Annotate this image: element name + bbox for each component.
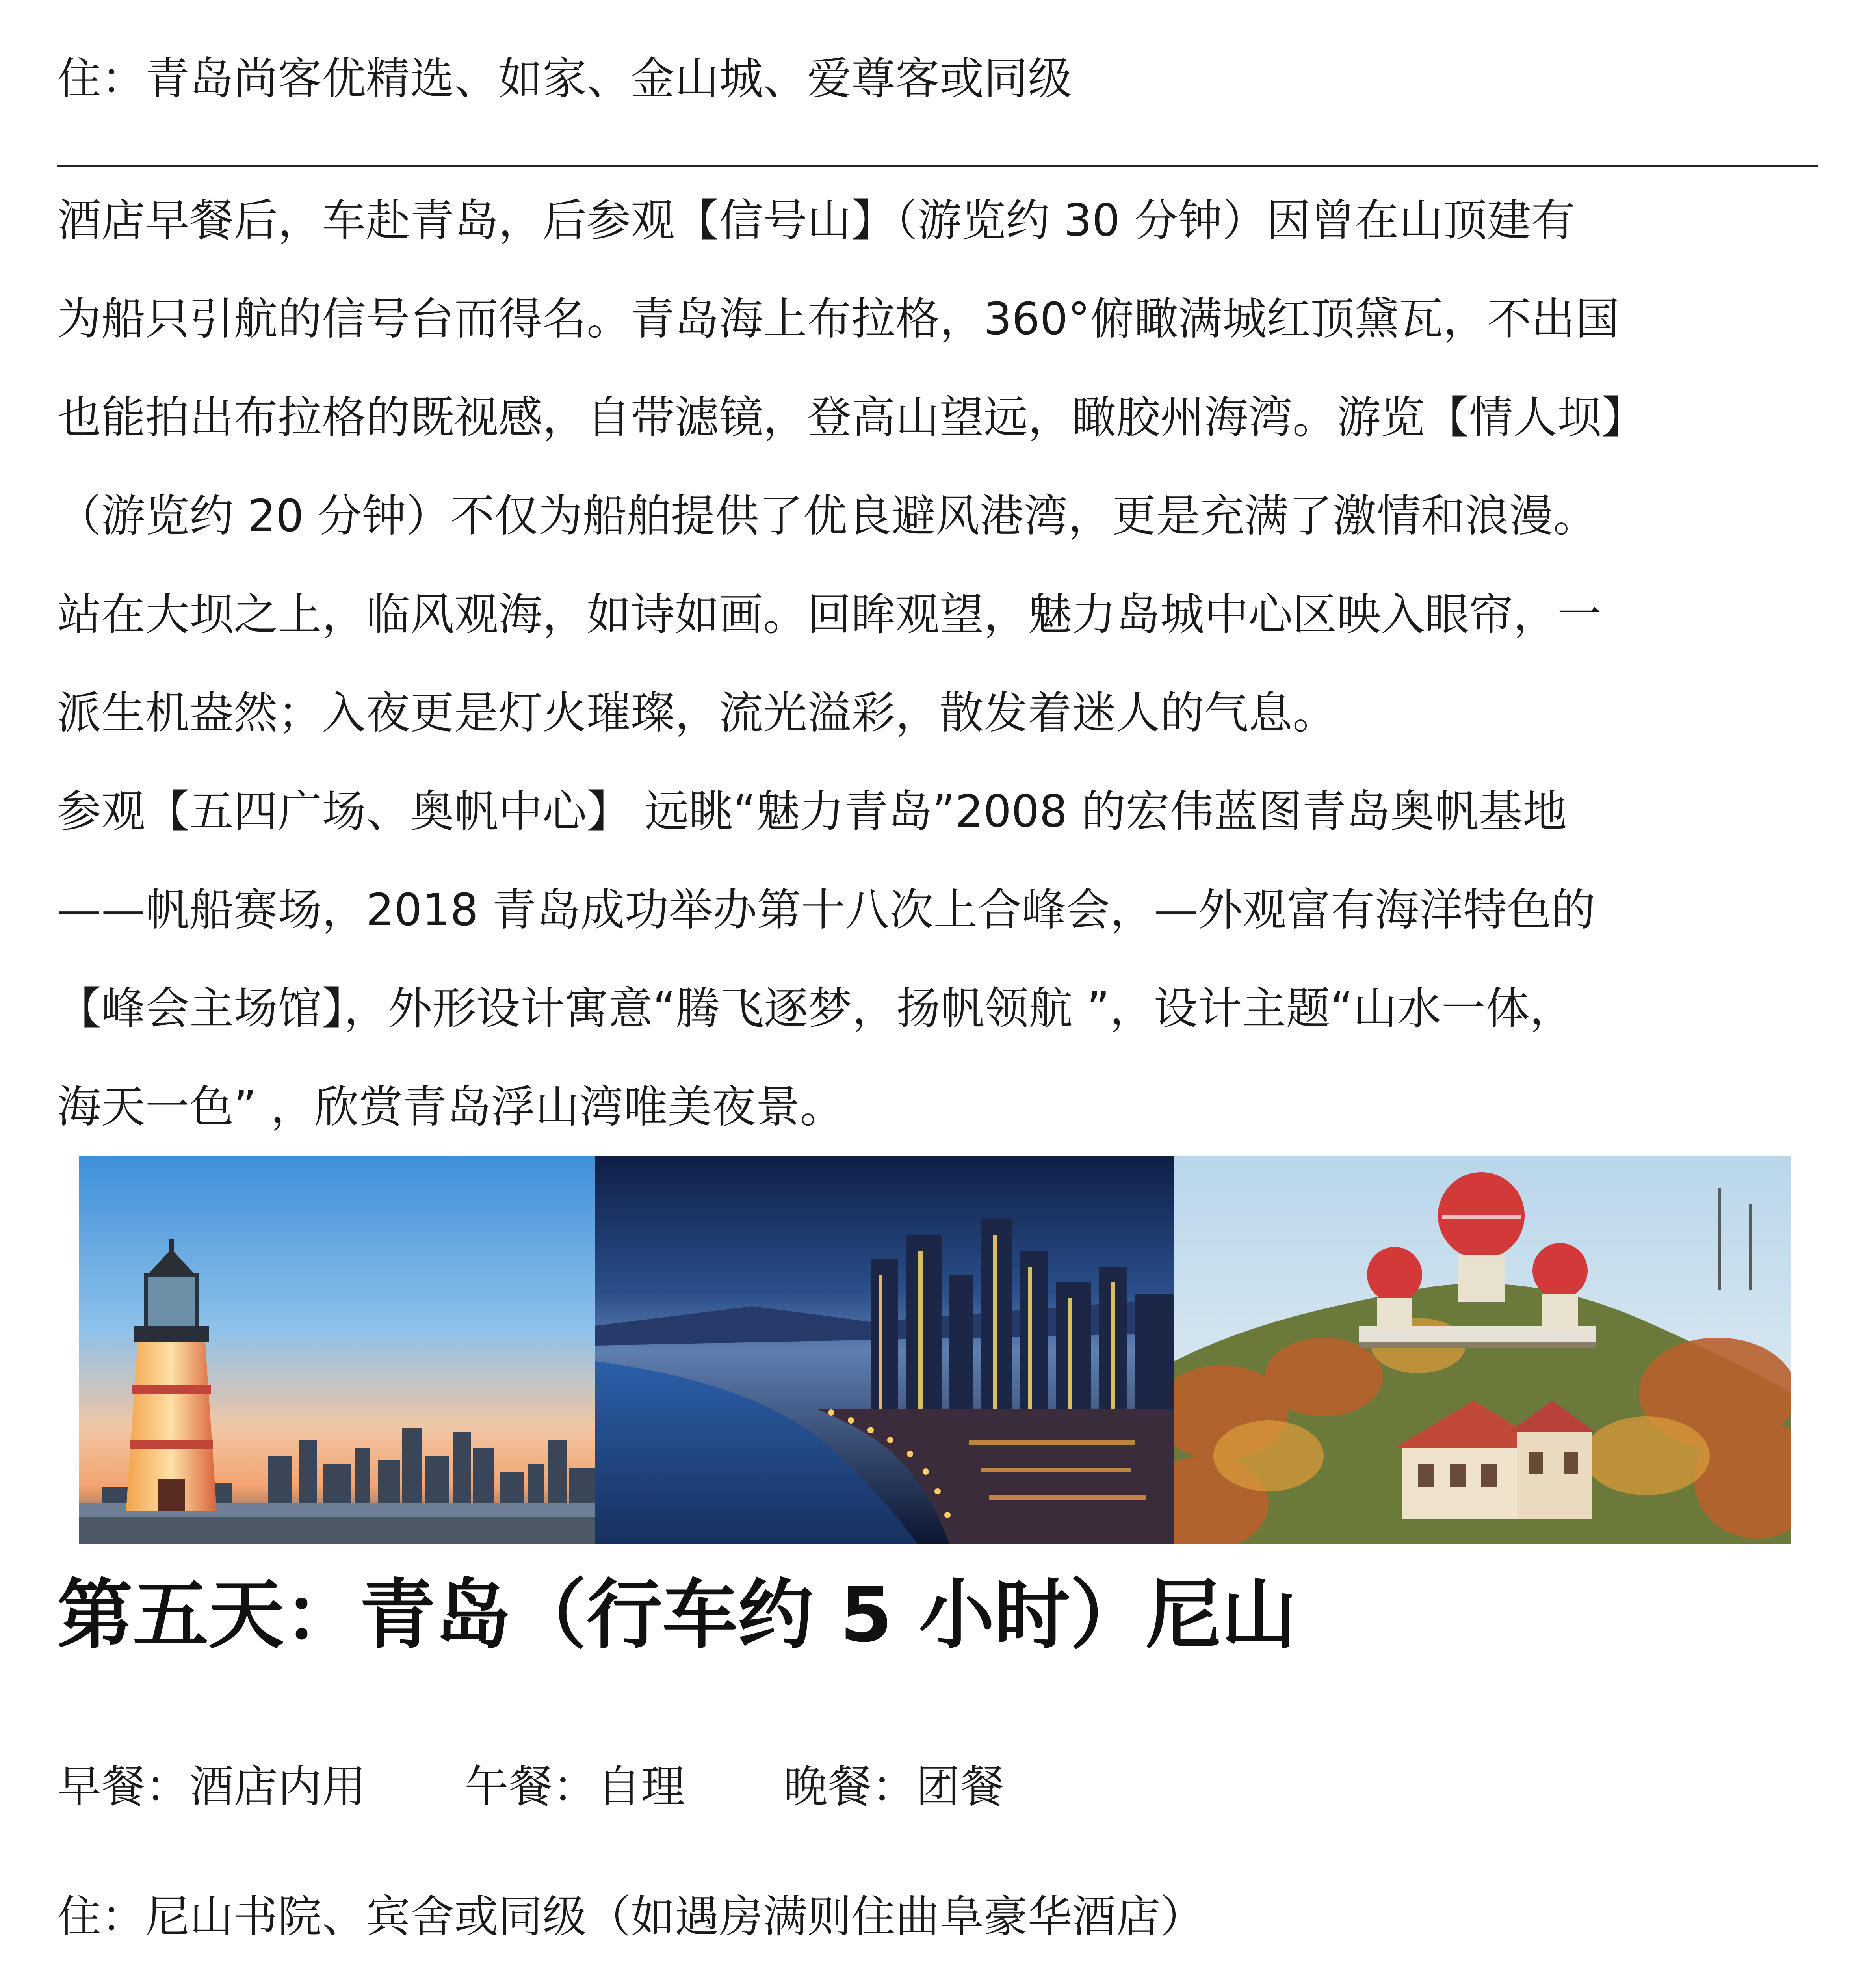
lunch-label: 午餐：自理 — [464, 1761, 685, 1812]
text-line: 海天一色” ，欣赏青岛浮山湾唯美夜景。 — [57, 1082, 844, 1133]
meals-line — [57, 1757, 1004, 1816]
text-line: 也能拍出布拉格的既视感，自带滤镜，登高山望远，瞰胶州海湾。游览【情人坝】 — [57, 392, 1646, 443]
text-line: ——帆船赛场，2018 青岛成功举办第十八次上合峰会，—外观富有海洋特色的 — [57, 885, 1596, 936]
text-line: 酒店早餐后，车赴青岛，后参观【信号山】（游览约 30 分钟）因曾在山顶建有 — [57, 195, 1575, 246]
night-skyline-photo — [595, 1156, 1174, 1544]
hotel-line-day4: 住：青岛尚客优精选、如家、金山城、爱尊客或同级 — [57, 53, 1072, 104]
day5-heading: 第五天：青岛（行车约 5 小时）尼山 — [57, 1571, 1297, 1659]
signal-hill-photo — [1174, 1156, 1791, 1544]
divider — [57, 165, 1818, 167]
lighthouse-photo — [79, 1156, 595, 1544]
text-line: 站在大坝之上，临风观海，如诗如画。回眸观望，魅力岛城中心区映入眼帘，一 — [57, 589, 1601, 640]
text-line: 派生机盎然；入夜更是灯火璀璨，流光溢彩，散发着迷人的气息。 — [57, 688, 1337, 739]
dinner-label: 晚餐：团餐 — [784, 1761, 1004, 1812]
day4-paragraph-2 — [57, 762, 1814, 1156]
hotel-line-day5: 住：尼山书院、宾舍或同级（如遇房满则住曲阜豪华酒店） — [57, 1891, 1204, 1942]
text-line: 为船只引航的信号台而得名。青岛海上布拉格，360°俯瞰满城红顶黛瓦，不出国 — [57, 294, 1620, 345]
text-line: 参观【五四广场、奥帆中心】 远眺“魅力青岛”2008 的宏伟蓝图青岛奥帆基地 — [57, 786, 1567, 837]
photo-strip — [79, 1156, 1791, 1544]
day4-paragraph-1 — [57, 171, 1814, 762]
text-line: （游览约 20 分钟）不仅为船舶提供了优良避风港湾，更是充满了激情和浪漫。 — [57, 491, 1597, 542]
text-line: 【峰会主场馆】，外形设计寓意“腾飞逐梦，扬帆领航 ”，设计主题“山水一体， — [57, 983, 1574, 1034]
breakfast-label: 早餐：酒店内用 — [57, 1761, 366, 1812]
